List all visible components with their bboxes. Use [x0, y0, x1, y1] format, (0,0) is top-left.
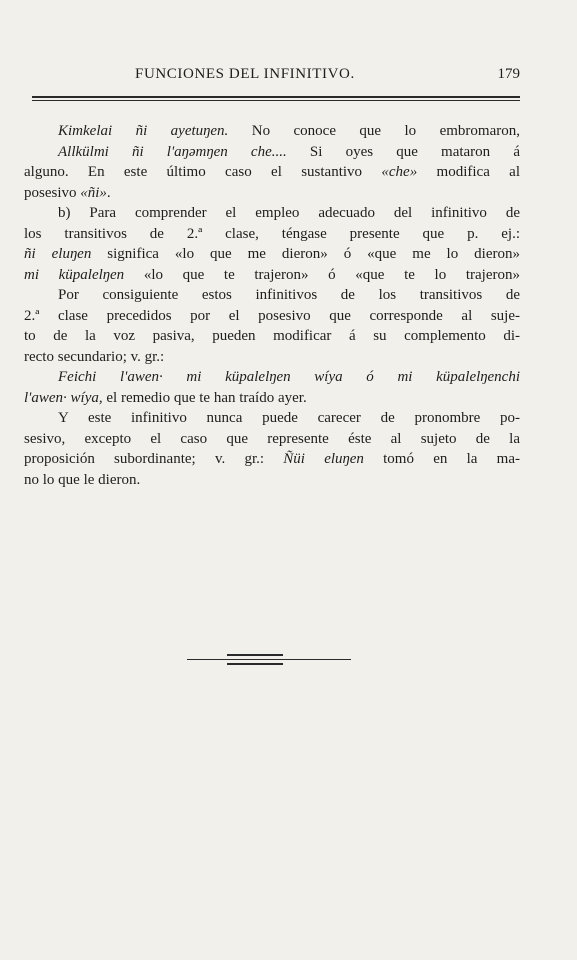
- text-line: mi küpalelŋen «lo que te trajeron» ó «que te lo trajeron»: [24, 266, 520, 283]
- example-phrase: Ñüi eluŋen: [283, 451, 364, 467]
- running-title: FUNCIONES DEL INFINITIVO.: [135, 66, 355, 82]
- translation: Si oyes que mataron á: [286, 143, 520, 160]
- text-line: Por consiguiente estos infinitivos de los transitivos de: [58, 287, 520, 303]
- example-phrase: l'awen· wíya,: [24, 389, 103, 406]
- text-line: los transitivos de 2.ª clase, téngase presente que p. ej.:: [24, 225, 520, 242]
- text-line: alguno. En este último caso el sustantivo «che» modifica al: [24, 164, 520, 180]
- header-rule-thick: [32, 96, 520, 98]
- translation: No conoce que lo embromaron,: [228, 123, 520, 139]
- example-phrase: Kimkelai ñi ayetuŋen.: [58, 123, 229, 139]
- text-line: to de la voz pasiva, pueden modificar á su complemento di-: [24, 328, 520, 344]
- text-line: recto secundario; v. gr.:: [24, 348, 165, 365]
- text-line: [24, 142, 520, 163]
- body-text: [24, 121, 520, 490]
- text-line: [24, 367, 520, 388]
- text-line: proposición subordinante; v. gr.: Ñüi eluŋen tomó en la ma-: [24, 451, 520, 467]
- header-rule-thin: [32, 100, 520, 101]
- text-line: l'awen· wíya, el remedio que te han traído ayer.: [24, 389, 307, 406]
- text-line: b) Para comprender el empleo adecuado del infinitivo de: [58, 205, 520, 221]
- text-line: posesivo «ñi».: [24, 184, 111, 201]
- example-word: «che»: [381, 164, 418, 180]
- text-line: ñi eluŋen significa «lo que me dieron» ó «que me lo dieron»: [24, 246, 520, 262]
- text-line: [24, 121, 520, 142]
- page-number: 179: [497, 66, 520, 82]
- end-ornament: [187, 654, 351, 666]
- example-phrase: ñi eluŋen: [24, 246, 92, 262]
- page-header: [30, 66, 520, 88]
- text-line: 2.ª clase precedidos por el posesivo que corresponde al suje-: [24, 307, 520, 324]
- example-word: «ñi»: [80, 184, 107, 201]
- text-line: no lo que le dieron.: [24, 471, 141, 488]
- example-phrase: Allkülmi ñi l'aŋəmŋen che....: [58, 143, 287, 160]
- text-line: sesivo, excepto el caso que represente éste al sujeto de la: [24, 430, 520, 447]
- example-phrase: mi küpalelŋen: [24, 266, 125, 283]
- example-phrase: Feichi l'awen· mi küpalelŋen wíya ó mi küpalelŋenchi: [58, 369, 520, 385]
- text-line: Y este infinitivo nunca puede carecer de pronombre po-: [58, 410, 520, 426]
